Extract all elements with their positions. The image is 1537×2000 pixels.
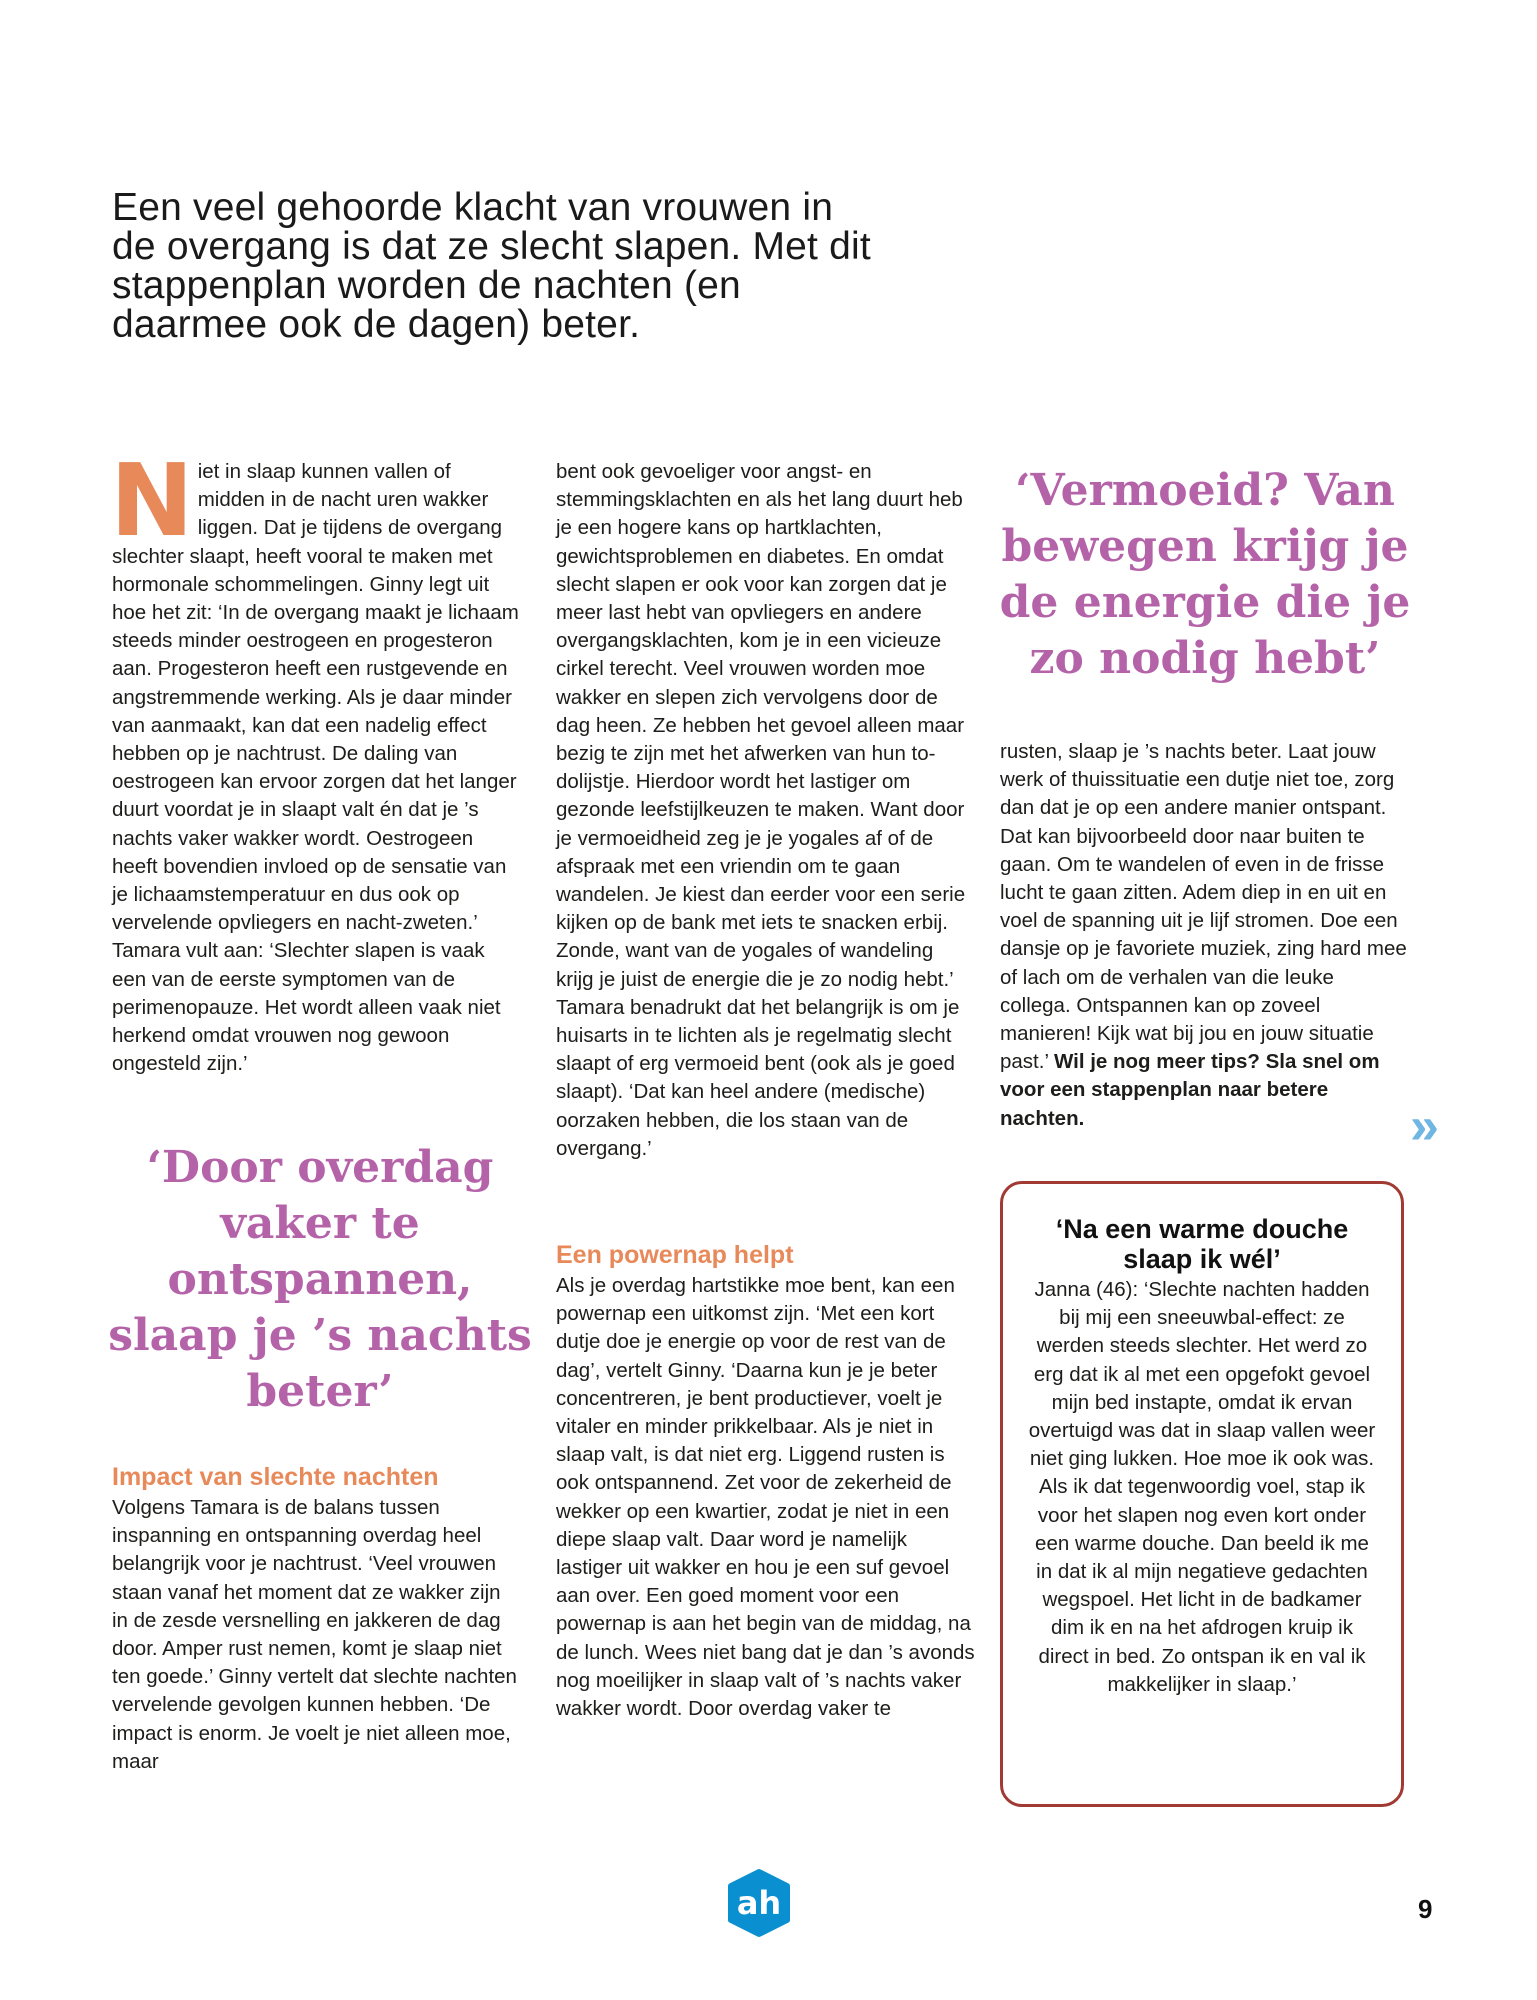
column-2-paragraph: bent ook gevoeliger voor angst- en stemmingsklachten en als het lang duurt heb je een hogere kans op hartklachten, gewichtsproblemen en diabetes. En omdat slecht slapen er ook voor kan zorgen dat je meer last hebt van opvliegers en andere overgangsklachten, kom je in een vicieuze cirkel terecht. Veel vrouwen worden moe wakker en slepen zich vervolgens door de dag heen. Ze hebben het gevoel alleen maar bezig te zijn met het afwerken van hun to-dolijstje. Hierdoor wordt het lastiger om gezonde leefstijlkeuzen te maken. Want door je vermoeidheid zeg je je yogales af of de afspraak met een vriendin om te gaan wandelen. Je kiest dan eerder voor een serie kijken op de bank met iets te snacken erbij. Zonde, want van de yogales of wandeling krijg je juist de energie die je zo nodig hebt.’ Tamara benadrukt dat het belangrijk is om je huisarts in te lichten als je regelmatig slecht slaapt of erg vermoeid bent (ook als je goed slaapt). ‘Dat kan heel andere (medische) oorzaken hebben, die los staan van de overgang.’ bbox=[556, 460, 966, 1160]
article-column-1 bbox=[110, 442, 522, 1078]
subheading-powernap: Een powernap helpt bbox=[556, 1241, 794, 1269]
testimonial-box bbox=[1000, 1181, 1404, 1807]
ah-logo-text: ah bbox=[736, 1884, 782, 1922]
article-column-2 bbox=[556, 458, 976, 1163]
column-3-paragraph bbox=[1000, 738, 1410, 1133]
subheading-impact: Impact van slechte nachten bbox=[112, 1463, 439, 1491]
opening-text: iet in slaap kunnen vallen of midden in de nacht uren wakker liggen. Dat je tijdens de overgang slechter slaapt, heeft vooral te maken met hormonale schommelingen. Ginny legt uit hoe het zit: ‘In de overgang maakt je lichaam steeds minder oestrogeen en progesteron aan. Progesteron heeft een rustgevende en angstremmende werking. Als je daar minder van aanmaakt, kan dat een nadelig effect hebben op je nachtrust. De daling van oestrogeen kan ervoor zorgen dat het langer duurt voordat je in slaapt valt én dat je ’s nachts vaker wakker wordt. Oestrogeen heeft bovendien invloed op de sensatie van je lichaamstemperatuur en dus ook op vervelende opvliegers en nacht-zweten.’ Tamara vult aan: ‘Slechter slapen is vaak een van de eerste symptomen van de perimenopauze. Het wordt alleen vaak niet herkend omdat vrouwen nog gewoon ongesteld zijn.’ bbox=[112, 460, 519, 1076]
more-tips-callout: Wil je nog meer tips? Sla snel om voor een stappenplan naar betere nachten. bbox=[1000, 1050, 1380, 1130]
powernap-section-body bbox=[556, 1272, 976, 1723]
pull-quote-exercise: ‘Vermoeid? Van bewegen krijg je de energie die je zo nodig hebt’ bbox=[999, 465, 1411, 684]
testimonial-text: Janna (46): ‘Slechte nachten hadden bij mij een sneeuwbal-effect: ze werden steeds slechter. Het werd zo erg dat ik al met een opgefokt gevoel mijn bed instapte, omdat ik ervan overtuigd was dat in slaap vallen weer niet ging lukken. Hoe moe ik ook was. Als ik dat tegenwoordig voel, stap ik voor het slapen nog even kort onder een warme douche. Dan beeld ik me in dat ik al mijn negatieve gedachten wegspoel. Het licht in de badkamer dim ik en na het afdrogen kruip ik direct in bed. Zo ontspan ik en val ik makkelijker in slaap.’ bbox=[1028, 1278, 1376, 1696]
powernap-paragraph: Als je overdag hartstikke moe bent, kan een powernap een uitkomst zijn. ‘Met een kort dutje doe je energie op voor de rest van de dag’, vertelt Ginny. ‘Daarna kun je je beter concentreren, je bent productiever, voelt je vitaler en minder prikkelbaar. Als je niet in slaap valt, is dat niet erg. Liggend rusten is ook ontspannend. Zet voor de zekerheid de wekker op een kwartier, zodat je niet in een diepe slaap valt. Daar word je namelijk lastiger uit wakker en hou je een suf gevoel aan over. Een goed moment voor een powernap is aan het begin van de middag, na de lunch. Wees niet bang dat je dan ’s avonds nog moeilijker in slaap valt of ’s nachts vaker wakker wordt. Door overdag vaker te bbox=[556, 1274, 975, 1721]
testimonial-title: ‘Na een warme douche slaap ik wél’ bbox=[1055, 1214, 1349, 1274]
ah-logo-icon bbox=[724, 1868, 794, 1938]
impact-paragraph: Volgens Tamara is de balans tussen inspanning en ontspanning overdag heel belangrijk voor je nachtrust. ‘Veel vrouwen staan vanaf het moment dat ze wakker zijn in de zesde versnelling en jakkeren de dag door. Amper rust nemen, komt je slaap niet ten goede.’ Ginny vertelt dat slechte nachten vervelende gevolgen kunnen hebben. ‘De impact is enorm. Je voelt je niet alleen moe, maar bbox=[112, 1496, 517, 1773]
intro-heading: Een veel gehoorde klacht van vrouwen in de overgang is dat ze slecht slapen. Met dit stappenplan worden de nachten (en daarmee ook de dagen) beter. bbox=[112, 186, 871, 346]
opening-paragraph bbox=[110, 442, 522, 1078]
drop-cap: N bbox=[110, 442, 194, 559]
page-number: 9 bbox=[1418, 1894, 1433, 1924]
continue-chevron-icon: » bbox=[1410, 1097, 1439, 1155]
column-3-text: rusten, slaap je ’s nachts beter. Laat jouw werk of thuissituatie een dutje niet toe, zorg dan dat je op een andere manier ontspant. Dat kan bijvoorbeeld door naar buiten te gaan. Om te wandelen of even in de frisse lucht te gaan zitten. Adem diep in en uit en voel de spanning uit je lijf stromen. Doe een dansje op je favoriete muziek, zing hard mee of lach om de verhalen van die leuke collega. Ontspannen kan op zoveel manieren! Kijk wat bij jou en jouw situatie past.’ bbox=[1000, 740, 1407, 1074]
pull-quote-relax: ‘Door overdag vaker te ontspannen, slaap je ’s nachts beter’ bbox=[108, 1142, 532, 1417]
impact-section-body bbox=[112, 1494, 522, 1776]
article-column-3 bbox=[1000, 738, 1410, 1133]
